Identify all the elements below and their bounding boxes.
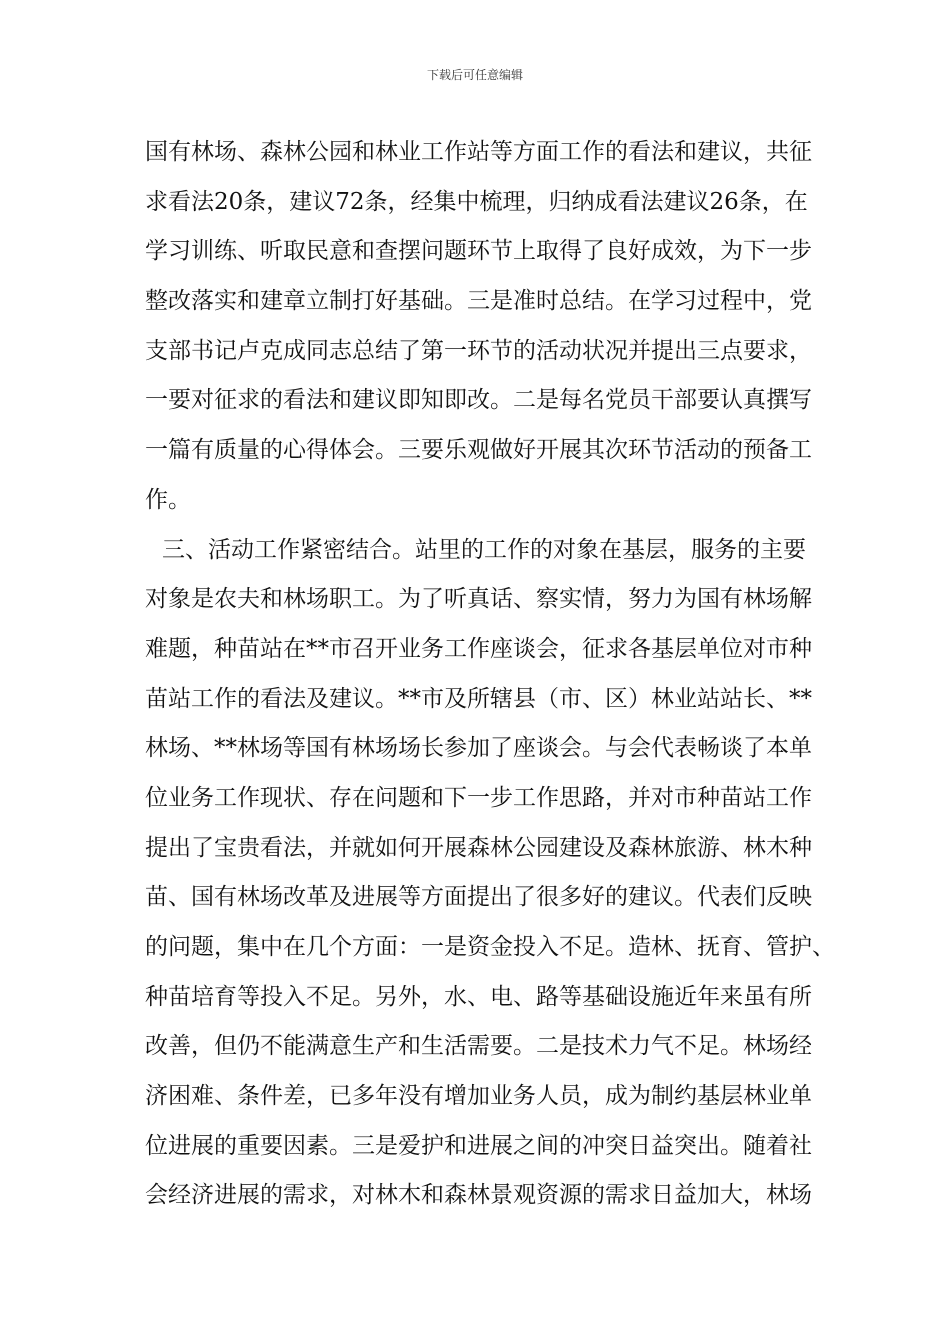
text-line: 支部书记卢克成同志总结了第一环节的活动状况并提出三点要求， [145,337,812,364]
text-line: 三、活动工作紧密结合。站里的工作的对象在基层，服务的主要 [162,536,806,563]
text-line: 整改落实和建章立制打好基础。三是准时总结。在学习过程中，党 [145,288,812,315]
text-line: 会经济进展的需求，对林木和森林景观资源的需求日益加大，林场 [145,1182,812,1209]
text-line: 国有林场、森林公园和林业工作站等方面工作的看法和建议，共征 [145,139,812,165]
text-line: 求看法20条，建议72条，经集中梳理，归纳成看法建议26条，在 [145,188,808,215]
text-line: 一要对征求的看法和建议即知即改。二是每名党员干部要认真撰写 [145,387,812,414]
text-line: 济困难、条件差，已多年没有增加业务人员，成为制约基层林业单 [145,1083,812,1110]
text-line: 难题，种苗站在**市召开业务工作座谈会，征求各基层单位对市种 [145,635,812,662]
text-line: 苗站工作的看法及建议。**市及所辖县（市、区）林业站站长、** [145,685,812,712]
text-line: 种苗培育等投入不足。另外，水、电、路等基础设施近年来虽有所 [145,983,812,1010]
text-line: 苗、国有林场改革及进展等方面提出了很多好的建议。代表们反映 [145,884,812,911]
text-line: 学习训练、听取民意和查摆问题环节上取得了良好成效，为下一步 [145,238,812,265]
text-line: 对象是农夫和林场职工。为了听真话、察实情，努力为国有林场解 [145,586,812,613]
text-line: 作。 [145,486,191,513]
text-line: 的问题，集中在几个方面：一是资金投入不足。造林、抚育、管护、 [145,934,835,960]
text-line: 改善，但仍不能满意生产和生活需要。二是技术力气不足。林场经 [145,1033,812,1060]
document-body [145,128,835,1221]
text-line: 一篇有质量的心得体会。三要乐观做好开展其次环节活动的预备工 [145,437,812,464]
text-line: 林场、**林场等国有林场场长参加了座谈会。与会代表畅谈了本单 [145,735,812,762]
text-line: 提出了宝贵看法，并就如何开展森林公园建设及森林旅游、林木种 [145,834,812,861]
page-header: 下载后可任意编辑 [426,68,523,82]
text-line: 位进展的重要因素。三是爱护和进展之间的冲突日益突出。随着社 [145,1132,812,1159]
text-line: 位业务工作现状、存在问题和下一步工作思路，并对市种苗站工作 [145,784,812,811]
